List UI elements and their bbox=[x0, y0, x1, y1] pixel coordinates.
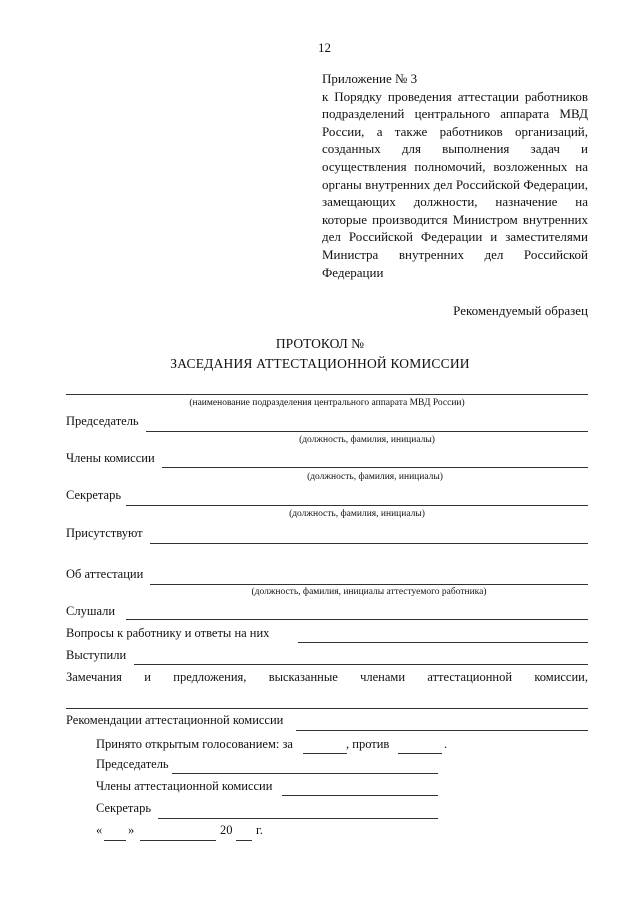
about-attestation-label: Об аттестации bbox=[66, 567, 144, 581]
remarks-word: Замечания bbox=[66, 670, 122, 684]
remarks-word: членами bbox=[360, 670, 406, 684]
members-hint: (должность, фамилия, инициалы) bbox=[307, 472, 443, 482]
date-day-field[interactable] bbox=[104, 840, 126, 841]
sig-secretary-label: Секретарь bbox=[96, 801, 152, 815]
spoke-label: Выступили bbox=[66, 648, 127, 662]
appendix-block bbox=[322, 70, 588, 281]
chairman-hint: (должность, фамилия, инициалы) bbox=[299, 435, 435, 445]
date-month-field[interactable] bbox=[140, 840, 216, 841]
date-year-prefix: 20 bbox=[220, 823, 233, 837]
sig-secretary-field[interactable] bbox=[158, 818, 438, 819]
present-field[interactable] bbox=[150, 543, 588, 544]
date-suffix: г. bbox=[256, 823, 263, 837]
questions-field[interactable] bbox=[298, 642, 588, 643]
protocol-title: ПРОТОКОЛ № bbox=[275, 336, 365, 351]
date-open-quote: « bbox=[96, 823, 103, 837]
sig-chairman-label: Председатель bbox=[96, 757, 169, 771]
members-label: Члены комиссии bbox=[66, 451, 155, 465]
recommendations-label: Рекомендации аттестационной комиссии bbox=[66, 713, 284, 727]
heard-field[interactable] bbox=[126, 619, 588, 620]
spoke-field[interactable] bbox=[134, 664, 588, 665]
questions-label: Вопросы к работнику и ответы на них bbox=[66, 626, 270, 640]
remarks-word: и bbox=[144, 670, 151, 684]
date-year-field[interactable] bbox=[236, 840, 252, 841]
secretary-hint: (должность, фамилия, инициалы) bbox=[289, 509, 425, 519]
about-attestation-field[interactable] bbox=[150, 584, 588, 585]
sig-chairman-field[interactable] bbox=[172, 773, 438, 774]
appendix-title: Приложение № 3 bbox=[322, 71, 418, 86]
present-field-2[interactable] bbox=[66, 565, 588, 566]
secretary-field[interactable] bbox=[126, 505, 588, 506]
secretary-label: Секретарь bbox=[66, 488, 122, 502]
present-label: Присутствуют bbox=[66, 526, 143, 540]
remarks-label bbox=[66, 670, 588, 685]
sig-members-field[interactable] bbox=[282, 795, 438, 796]
heard-label: Слушали bbox=[66, 604, 116, 618]
vote-end-mark: . bbox=[444, 737, 448, 751]
remarks-word: аттестационной bbox=[427, 670, 513, 684]
attestee-hint: (должность, фамилия, инициалы аттестуемого работника) bbox=[251, 587, 487, 597]
vote-for-field[interactable] bbox=[303, 753, 347, 754]
appendix-text: к Порядку проведения аттестации работников подразделений центрального аппарата МВД России, а также работников организаций, созданных для выполнения задач и осуществления полномочий, возложенных на органы внутренних дел Российской Федерации, замещающих должности, назначение на которые производится Министром внутренних дел Российской Федерации и заместителями Министра внутренних дел Российской Федерации bbox=[322, 88, 588, 280]
division-field[interactable] bbox=[66, 394, 588, 395]
division-hint: (наименование подразделения центрального аппарата МВД России) bbox=[189, 398, 465, 408]
page-number: 12 bbox=[318, 40, 331, 55]
vote-against-label: , против bbox=[346, 737, 390, 751]
chairman-label: Председатель bbox=[66, 414, 139, 428]
date-close-quote: » bbox=[128, 823, 135, 837]
sig-members-label: Члены аттестационной комиссии bbox=[96, 779, 273, 793]
recommendations-field[interactable] bbox=[296, 730, 588, 731]
remarks-word: высказанные bbox=[268, 670, 338, 684]
remarks-word: предложения, bbox=[173, 670, 247, 684]
vote-label: Принято открытым голосованием: за bbox=[96, 737, 293, 751]
vote-against-field[interactable] bbox=[398, 753, 442, 754]
chairman-field[interactable] bbox=[146, 431, 588, 432]
recommended-sample-label: Рекомендуемый образец bbox=[453, 303, 588, 318]
remarks-word: комиссии, bbox=[534, 670, 588, 684]
remarks-field[interactable] bbox=[66, 708, 588, 709]
members-field[interactable] bbox=[162, 467, 588, 468]
protocol-subtitle: ЗАСЕДАНИЯ АТТЕСТАЦИОННОЙ КОМИССИИ bbox=[170, 356, 470, 371]
